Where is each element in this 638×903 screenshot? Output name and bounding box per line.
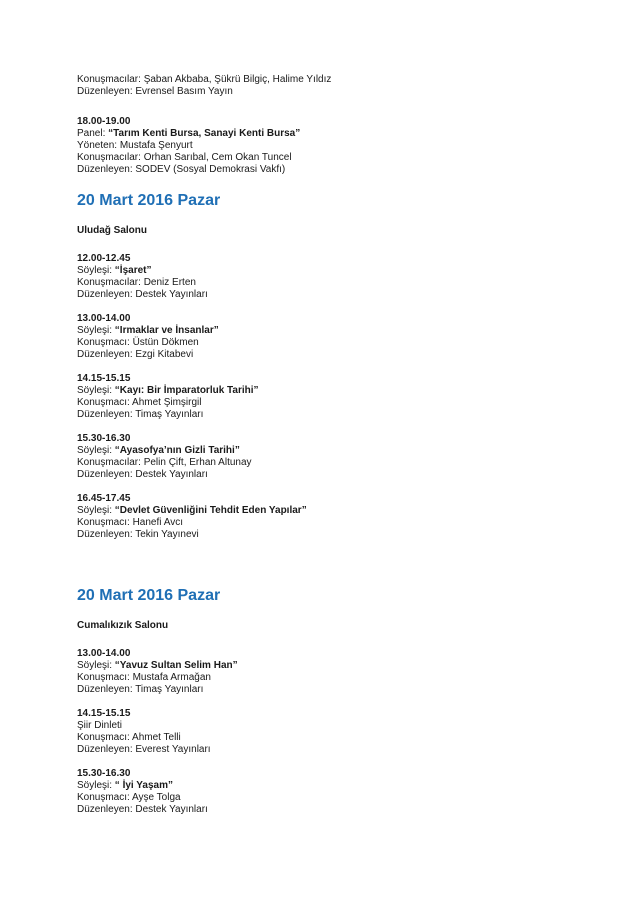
event-time: 18.00-19.00: [77, 116, 131, 127]
event-type-line: Şiir Dinleti: [77, 720, 123, 731]
event-organizer: Düzenleyen: Tekin Yayınevi: [77, 529, 199, 540]
event-type: Söyleşi:: [77, 385, 115, 396]
intro-speakers: Konuşmacılar: Şaban Akbaba, Şükrü Bilgiç, Halime Yıldız: [77, 74, 332, 85]
event-speaker: Konuşmacılar: Deniz Erten: [77, 277, 196, 288]
event-type: Söyleşi:: [77, 325, 115, 336]
event-organizer: Düzenleyen: Destek Yayınları: [77, 289, 208, 300]
event-time: 14.15-15.15: [77, 373, 131, 384]
event-title: “İşaret”: [114, 265, 152, 276]
event-speaker: Konuşmacı: Üstün Dökmen: [77, 337, 199, 348]
salon-heading: Cumalıkızık Salonu: [77, 620, 169, 631]
event-title: “Tarım Kenti Bursa, Sanayi Kenti Bursa”: [108, 128, 301, 139]
event-title-line: [77, 445, 577, 457]
event-title-line: [77, 128, 577, 140]
event-speaker: Konuşmacı: Ahmet Telli: [77, 732, 181, 743]
event-type: Söyleşi:: [77, 265, 115, 276]
day-heading: 20 Mart 2016 Pazar: [77, 587, 221, 604]
day-heading: 20 Mart 2016 Pazar: [77, 192, 221, 209]
event-item: [77, 373, 577, 421]
event-type: Söyleşi:: [77, 445, 115, 456]
event-item: [77, 433, 577, 481]
event-title-line: [77, 780, 577, 792]
event-item: [77, 648, 577, 696]
event-time: 15.30-16.30: [77, 433, 131, 444]
panel-event: [77, 116, 577, 176]
event-organizer: Düzenleyen: Ezgi Kitabevi: [77, 349, 194, 360]
event-type: Söyleşi:: [77, 780, 115, 791]
event-title: “Devlet Güvenliğini Tehdit Eden Yapılar”: [114, 505, 307, 516]
event-item: [77, 768, 577, 816]
event-type: Söyleşi:: [77, 505, 115, 516]
event-moderator: Yöneten: Mustafa Şenyurt: [77, 140, 193, 151]
event-title-line: [77, 265, 577, 277]
event-item: [77, 493, 577, 541]
event-type: Panel:: [77, 128, 109, 139]
event-title-line: [77, 325, 577, 337]
intro-block: [77, 74, 577, 98]
event-title: “Irmaklar ve İnsanlar”: [114, 325, 219, 336]
event-speaker: Konuşmacı: Mustafa Armağan: [77, 672, 211, 683]
event-title-line: [77, 385, 577, 397]
event-title: “ İyi Yaşam”: [114, 780, 173, 791]
event-speaker: Konuşmacı: Hanefi Avcı: [77, 517, 183, 528]
event-organizer: Düzenleyen: SODEV (Sosyal Demokrasi Vakfı): [77, 164, 286, 175]
event-time: 13.00-14.00: [77, 313, 131, 324]
event-item: [77, 708, 577, 756]
event-time: 13.00-14.00: [77, 648, 131, 659]
event-speaker: Konuşmacılar: Pelin Çift, Erhan Altunay: [77, 457, 252, 468]
event-time: 16.45-17.45: [77, 493, 131, 504]
salon-heading: Uludağ Salonu: [77, 225, 147, 236]
event-speaker: Konuşmacı: Ayşe Tolga: [77, 792, 181, 803]
event-organizer: Düzenleyen: Timaş Yayınları: [77, 409, 204, 420]
event-title-line: [77, 660, 577, 672]
event-time: 14.15-15.15: [77, 708, 131, 719]
event-organizer: Düzenleyen: Timaş Yayınları: [77, 684, 204, 695]
event-title: “Kayı: Bir İmparatorluk Tarihi”: [114, 385, 259, 396]
event-time: 15.30-16.30: [77, 768, 131, 779]
event-title-line: [77, 505, 577, 517]
event-type: Söyleşi:: [77, 660, 115, 671]
event-organizer: Düzenleyen: Everest Yayınları: [77, 744, 211, 755]
event-organizer: Düzenleyen: Destek Yayınları: [77, 469, 208, 480]
intro-organizer: Düzenleyen: Evrensel Basım Yayın: [77, 86, 233, 97]
event-speaker: Konuşmacı: Ahmet Şimşirgil: [77, 397, 202, 408]
event-item: [77, 253, 577, 301]
event-title: “Ayasofya’nın Gizli Tarihi”: [114, 445, 240, 456]
event-speakers: Konuşmacılar: Orhan Sarıbal, Cem Okan Tuncel: [77, 152, 292, 163]
document-page: [77, 74, 577, 816]
event-item: [77, 313, 577, 361]
event-title: “Yavuz Sultan Selim Han”: [114, 660, 238, 671]
event-organizer: Düzenleyen: Destek Yayınları: [77, 804, 208, 815]
event-time: 12.00-12.45: [77, 253, 131, 264]
